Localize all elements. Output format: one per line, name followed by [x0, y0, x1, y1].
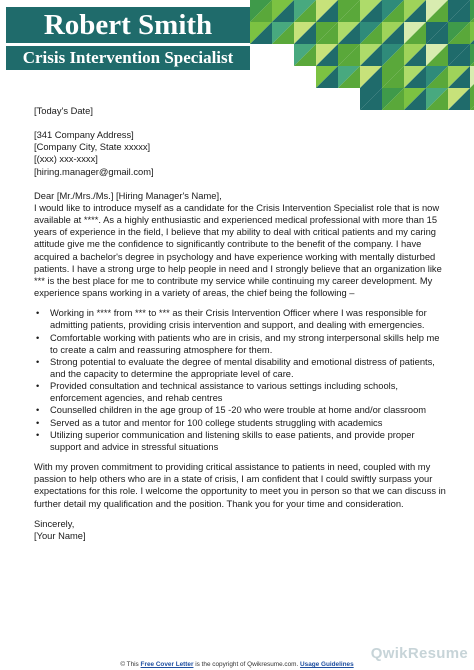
address-line: [341 Company Address] — [34, 130, 134, 141]
footer-middle: is the copyright of Qwikresume.com. — [195, 661, 299, 668]
address-line: [Company City, State xxxxx] — [34, 142, 151, 153]
list-item: • Served as a tutor and mentor for 100 college students struggling with academics — [50, 417, 446, 429]
list-item: • Utilizing superior communication and listening skills to ease patients, and provide proper support and advice in stressful situations — [50, 429, 446, 453]
free-cover-letter-link[interactable]: Free Cover Letter — [140, 661, 194, 668]
salutation: Dear [Mr./Mrs./Ms.] [Hiring Manager's Name], — [34, 190, 222, 201]
decorative-triangle-pattern — [250, 0, 474, 110]
letter-date: [Today's Date] — [34, 106, 93, 116]
footer-prefix: © This — [120, 661, 139, 668]
list-item: • Provided consultation and technical assistance to various settings including schools, enforcement agencies, and rehab centres — [50, 380, 446, 404]
applicant-title: Crisis Intervention Specialist — [6, 46, 250, 70]
copyright-footer — [0, 661, 474, 668]
usage-guidelines-link[interactable]: Usage Guidelines — [300, 661, 354, 668]
closing-paragraph: With my proven commitment to providing critical assistance to patients in need, coupled with my passion to help others who are in a state of crisis, I am confident that I could swiftly surpass your expectations for this role. I welcome the opportunity to meet you in person so that we can discuss in further detail my qualification and the position. Thank you for your time and consideration. — [34, 462, 446, 509]
signoff: Sincerely, — [34, 518, 75, 529]
applicant-name: Robert Smith — [6, 7, 250, 43]
signature: [Your Name] — [34, 530, 86, 541]
list-item: • Working in **** from *** to *** as their Crisis Intervention Officer where I was responsible for admitting patients, providing crisis intervention and support, and dealing with emergencies. — [50, 307, 446, 331]
list-item: • Comfortable working with patients who are in crisis, and my strong interpersonal skills help me to create a calm and reassuring atmosphere for them. — [50, 332, 446, 356]
list-item: • Counselled children in the age group of 15 -20 who were trouble at home and/or classroom — [50, 404, 446, 416]
address-line: [hiring.manager@gmail.com] — [34, 166, 154, 177]
experience-list — [34, 307, 446, 453]
address-line: [(xxx) xxx-xxxx] — [34, 154, 98, 165]
brand-watermark: QwikResume — [370, 645, 468, 662]
intro-paragraph: I would like to introduce myself as a candidate for the Crisis Intervention Specialist role that is now available at ****. As a highly enthusiastic and experienced medical professional with more than 15 years of experience in the field, I believe that my ability to deal with critical patients and my caring attitude give me the confidence to significantly contribute to the benefit of the company. I have acquired a bachelor's degree in psychology and have experience working with mentally disturbed patients. I have a strong urge to help people in need and I strongly believe that an organization like *** is the best place for me to contribute my service while continuing my career development. My experience spans working in a variety of areas, the chief being the following – — [34, 202, 442, 299]
letter-body — [34, 105, 446, 542]
list-item: • Strong potential to evaluate the degree of mental disability and emotional distress of patients, and the capacity to determine the appropriate level of care. — [50, 356, 446, 380]
